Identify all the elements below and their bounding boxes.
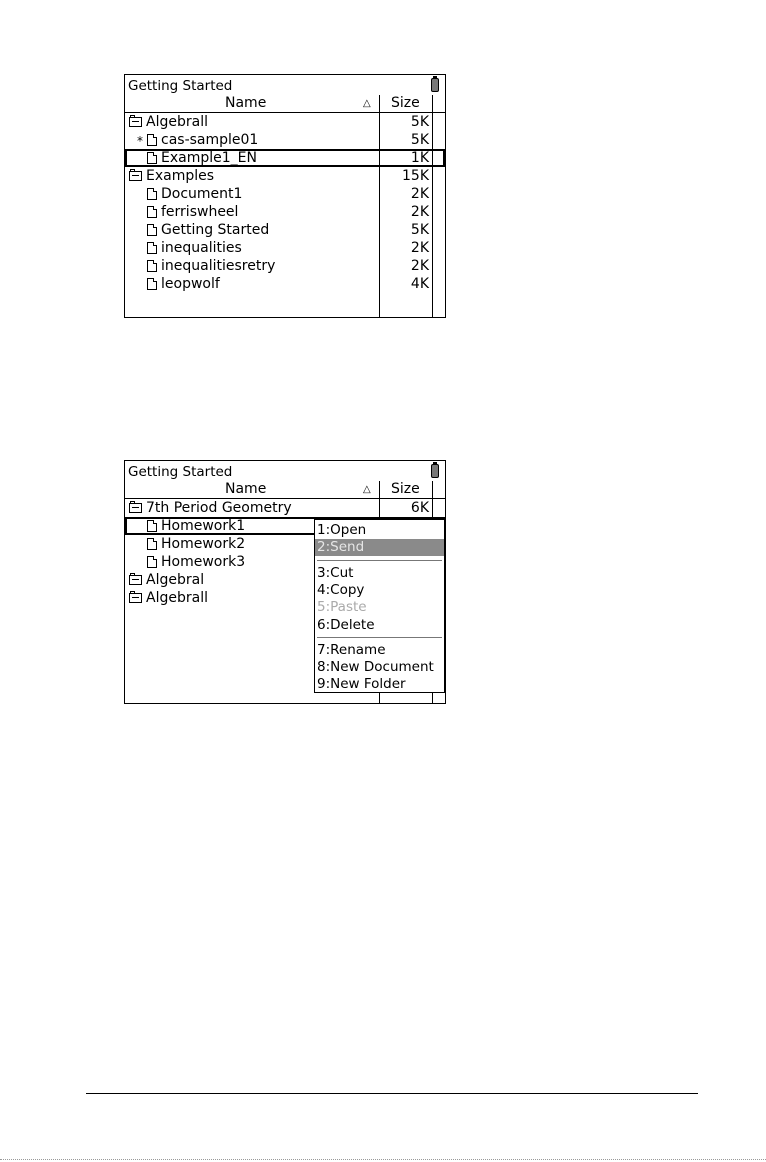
menu-item-rename[interactable]: 7:Rename	[317, 641, 386, 658]
folder-icon	[129, 593, 142, 603]
folder-row[interactable]	[125, 113, 445, 131]
name-column-header[interactable]: Name	[225, 95, 267, 111]
menu-separator	[317, 637, 442, 638]
file-browser-screen-2	[124, 460, 446, 704]
menu-item-send[interactable]: 2:Send	[315, 539, 444, 556]
item-size: 6K	[410, 500, 429, 516]
item-size: 2K	[410, 186, 429, 202]
item-name: Example1_EN	[161, 150, 257, 166]
document-icon	[147, 188, 157, 200]
file-row[interactable]	[125, 239, 445, 257]
page-edge-rule	[0, 1159, 766, 1161]
column-header	[125, 481, 445, 499]
menu-item-copy[interactable]: 4:Copy	[317, 581, 365, 598]
column-header	[125, 95, 445, 113]
file-list	[125, 113, 445, 293]
menu-item-delete[interactable]: 6:Delete	[317, 616, 375, 633]
item-name: Homework2	[161, 536, 246, 552]
size-column-header[interactable]: Size	[391, 95, 420, 111]
title-bar	[125, 75, 445, 95]
item-name: Algebral	[146, 572, 205, 588]
file-row[interactable]	[125, 185, 445, 203]
item-name: Homework1	[161, 518, 246, 534]
folder-row[interactable]	[125, 167, 445, 185]
item-size: 5K	[410, 132, 429, 148]
item-name: Algebrall	[146, 590, 208, 606]
context-menu	[314, 519, 445, 693]
document-icon	[147, 260, 157, 272]
document-icon	[147, 152, 157, 164]
page-footer-rule	[86, 1093, 698, 1094]
item-size: 2K	[410, 204, 429, 220]
battery-icon	[431, 78, 439, 92]
battery-icon	[431, 464, 439, 478]
item-name: 7th Period Geometry	[146, 500, 292, 516]
modified-marker: *	[137, 134, 143, 148]
folder-icon	[129, 117, 142, 127]
menu-item-new-document[interactable]: 8:New Document	[317, 659, 434, 676]
item-name: Algebrall	[146, 114, 208, 130]
document-icon	[147, 224, 157, 236]
document-icon	[147, 538, 157, 550]
window-title: Getting Started	[128, 464, 233, 480]
item-name: inequalities	[161, 240, 242, 256]
menu-separator	[317, 560, 442, 561]
document-icon	[147, 206, 157, 218]
document-icon	[147, 134, 157, 146]
item-name: inequalitiesretry	[161, 258, 276, 274]
document-icon	[147, 242, 157, 254]
folder-icon	[129, 575, 142, 585]
size-column-header[interactable]: Size	[391, 481, 420, 497]
file-row[interactable]	[125, 221, 445, 239]
item-size: 4K	[410, 276, 429, 292]
file-row[interactable]	[125, 131, 445, 149]
item-name: ferriswheel	[161, 204, 239, 220]
folder-row[interactable]	[125, 499, 445, 517]
file-row[interactable]	[125, 203, 445, 221]
item-name: Document1	[161, 186, 243, 202]
menu-item-open[interactable]: 1:Open	[317, 522, 367, 538]
file-row[interactable]	[125, 275, 445, 293]
window-title: Getting Started	[128, 78, 233, 94]
document-icon	[147, 278, 157, 290]
document-icon	[147, 520, 157, 532]
item-size: 1K	[410, 150, 429, 166]
item-name: Examples	[146, 168, 215, 184]
menu-item-paste: 5:Paste	[317, 599, 367, 616]
document-icon	[147, 556, 157, 568]
item-name: cas-sample01	[161, 132, 259, 148]
item-size: 5K	[410, 222, 429, 238]
item-size: 2K	[410, 258, 429, 274]
folder-icon	[129, 503, 142, 513]
file-row[interactable]	[125, 257, 445, 275]
item-name: Getting Started	[161, 222, 270, 238]
folder-icon	[129, 171, 142, 181]
item-size: 5K	[410, 114, 429, 130]
name-column-header[interactable]: Name	[225, 481, 267, 497]
sort-ascending-icon[interactable]: △	[363, 98, 371, 109]
sort-ascending-icon[interactable]: △	[363, 484, 371, 495]
item-name: Homework3	[161, 554, 246, 570]
title-bar	[125, 461, 445, 481]
file-row[interactable]	[125, 149, 445, 167]
item-name: leopwolf	[161, 276, 220, 292]
item-size: 15K	[402, 168, 429, 184]
menu-item-new-folder[interactable]: 9:New Folder	[317, 676, 406, 693]
menu-item-cut[interactable]: 3:Cut	[317, 564, 354, 581]
file-browser-screen-1	[124, 74, 446, 318]
item-size: 2K	[410, 240, 429, 256]
